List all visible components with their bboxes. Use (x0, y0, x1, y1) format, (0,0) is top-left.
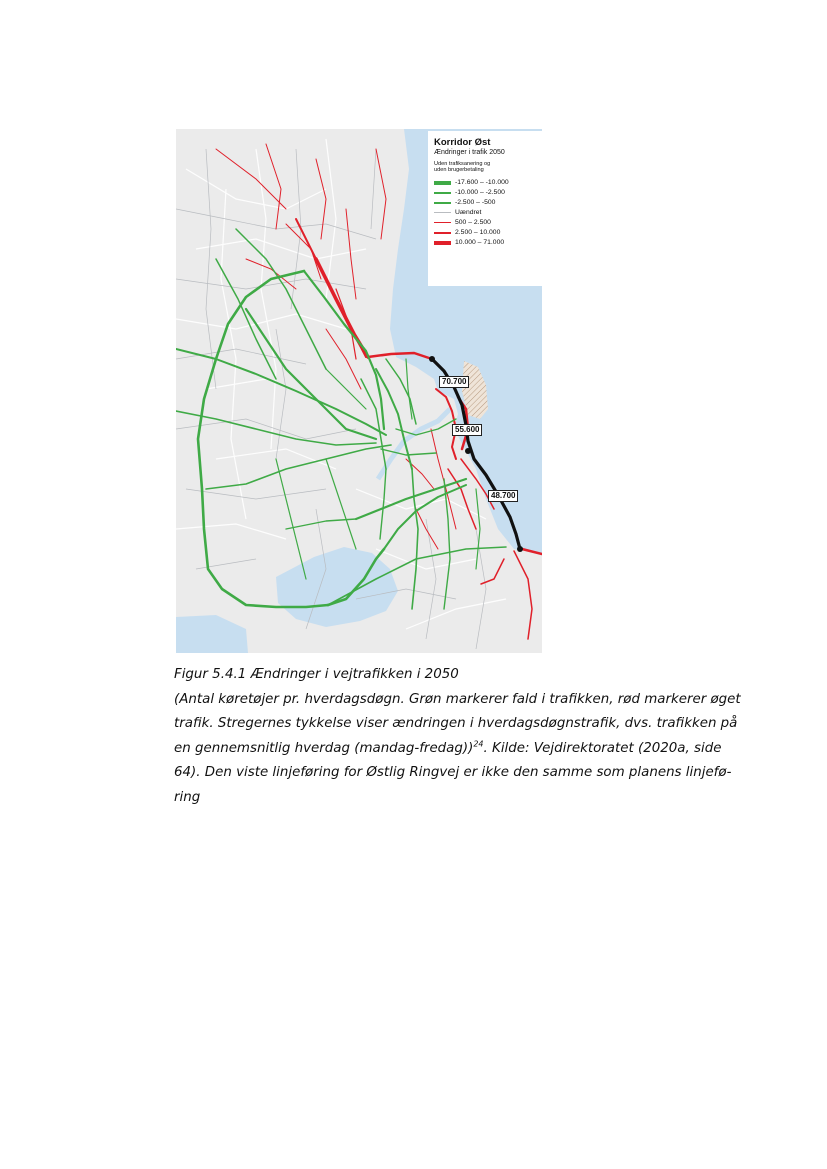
junction-north (429, 356, 435, 362)
legend-item-label: -17.600 – -10.000 (455, 179, 509, 187)
legend-item-label: 500 – 2.500 (455, 219, 491, 227)
map-label-south: 48.700 (488, 490, 518, 502)
footnote-reference[interactable]: 24 (473, 739, 484, 749)
legend-subtitle: Ændringer i trafik 2050 (434, 149, 505, 156)
legend-item (434, 188, 536, 198)
legend-note-line: Uden trafiksanering og (434, 161, 491, 167)
caption-line: trafik. Stregernes tykkelse viser ændringen i hverdagsdøgnstrafik, dvs. trafikken på (174, 716, 738, 731)
caption-line: (Antal køretøjer pr. hverdagsdøgn. Grøn markerer fald i trafikken, rød markerer øget (174, 691, 741, 707)
legend-item (434, 208, 536, 218)
legend-swatch (434, 212, 451, 213)
map-label-north: 70.700 (439, 376, 469, 388)
legend-swatch (434, 192, 451, 195)
legend-note-line: uden brugerbetaling (434, 167, 484, 174)
map-label-middle: 55.600 (452, 424, 482, 436)
legend-item (434, 218, 536, 228)
map-legend (428, 131, 542, 286)
legend-item (434, 198, 536, 208)
legend-swatch (434, 222, 451, 223)
legend-item (434, 178, 536, 188)
caption-line: 64). Den viste linjeføring for Østlig Ringvej er ikke den samme som planens linjefø- (174, 765, 732, 780)
legend-swatch (434, 202, 451, 203)
junction-middle (465, 448, 471, 454)
junction-south (517, 546, 523, 552)
legend-swatch (434, 181, 451, 185)
caption-line: ring (174, 789, 201, 805)
legend-swatch (434, 232, 451, 235)
caption-text: . Kilde: Vejdirektoratet (2020a, side (483, 740, 722, 756)
legend-item-label: 2.500 – 10.000 (455, 229, 501, 237)
legend-item-label: -2.500 – -500 (455, 199, 496, 207)
legend-item-label: -10.000 – -2.500 (455, 189, 505, 197)
legend-list (434, 178, 536, 248)
legend-item (434, 228, 536, 238)
legend-item-label: Uændret (455, 209, 482, 217)
legend-note (434, 161, 536, 174)
legend-item-label: 10.000 – 71.000 (455, 239, 505, 247)
caption-text: en gennemsnitlig hverdag (mandag-fredag)) (174, 740, 474, 756)
legend-item (434, 238, 536, 248)
caption-figure-title: Figur 5.4.1 Ændringer i vejtrafikken i 2050 (174, 667, 459, 682)
legend-swatch (434, 241, 451, 245)
figure-caption (174, 663, 774, 810)
caption-line (174, 737, 774, 762)
legend-title: Korridor Øst (434, 137, 491, 148)
